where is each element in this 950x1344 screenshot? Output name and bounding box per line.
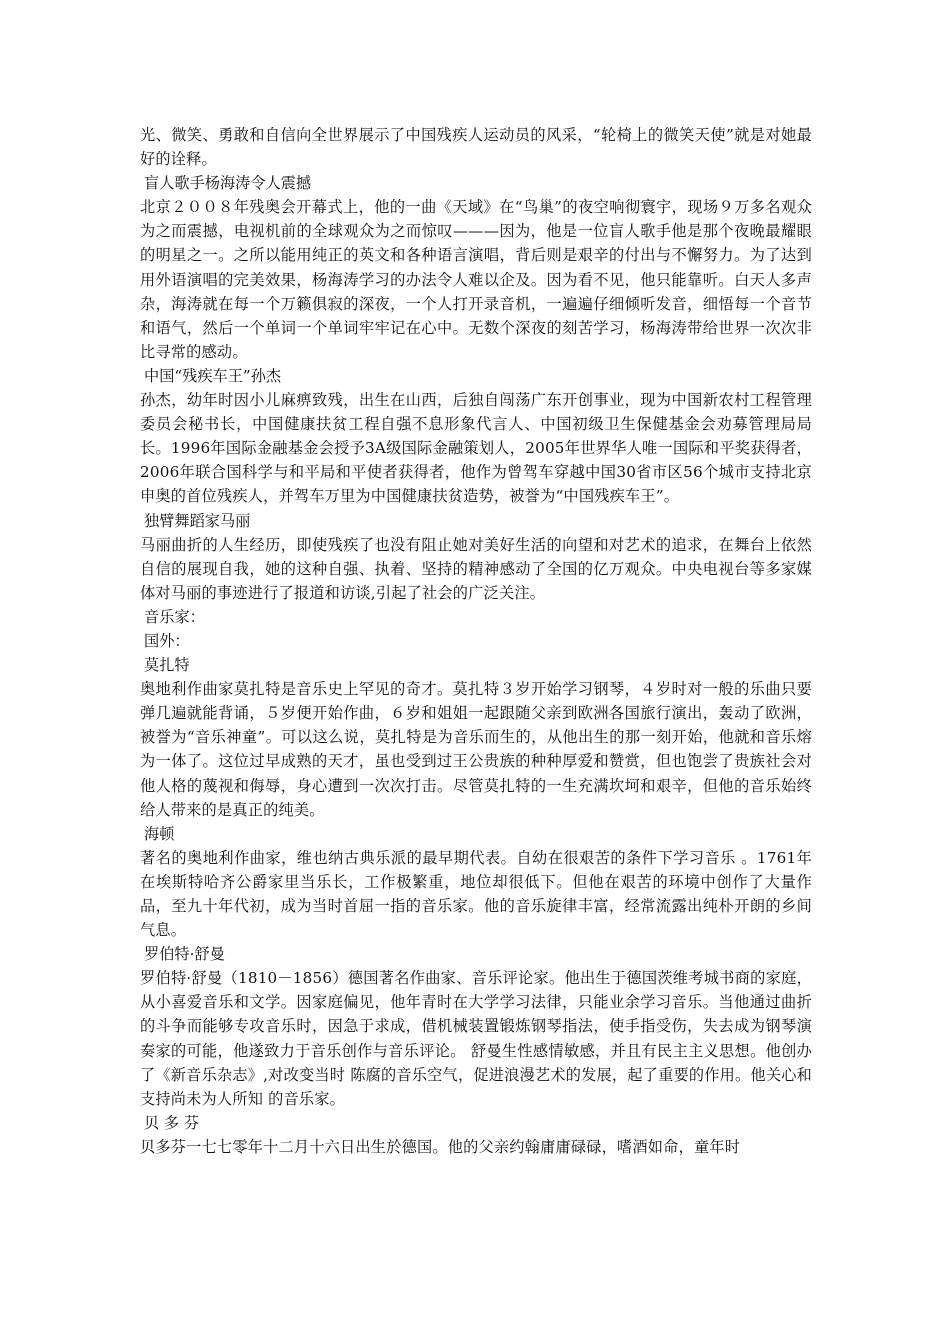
heading-yang-haitao: 盲人歌手杨海涛令人震撼	[144, 174, 312, 193]
heading-sun-jie: 中国“残疾车王”孙杰	[144, 366, 282, 385]
paragraph-beethoven: 贝多芬一七七零年十二月十六日出生於德国。他的父亲约翰庸庸碌碌，嗜酒如命，童年时	[140, 1137, 741, 1156]
paragraph-haydn: 著名的奥地利作曲家，维也纳古典乐派的最早期代表。自幼在很艰苦的条件下学习音乐 。1761年在埃斯特哈齐公爵家里当乐长，工作极繁重，地位却很低下。但他在艰苦的环境中创作了大量作品，至九十年代初，成为当时首屈一指的音乐家。他的音乐旋律丰富，经常流露出纯朴开朗的乡间气息。	[140, 848, 812, 940]
heading-beethoven: 贝 多 芬	[144, 1113, 200, 1132]
heading-foreign: 国外：	[144, 631, 190, 650]
heading-haydn: 海顿	[144, 824, 175, 843]
heading-ma-li: 独臂舞蹈家马丽	[144, 511, 251, 530]
paragraph-mozart: 奥地利作曲家莫扎特是音乐史上罕见的奇才。莫扎特３岁开始学习钢琴，４岁时对一般的乐曲只要弹几遍就能背诵，５岁便开始作曲，６岁和姐姐一起跟随父亲到欧洲各国旅行演出，轰动了欧洲，被誉为“音乐神童”。可以这么说，莫扎特是为音乐而生的，从他出生的那一刻开始，他就和音乐熔为一体了。这位过早成熟的天才，虽也受到过王公贵族的种种厚爱和赞赏，但也饱尝了贵族社会对他人格的蔑视和侮辱，身心遭到一次次打击。尽管莫扎特的一生充满坎坷和艰辛，但他的音乐始终给人带来的是真正的纯美。	[140, 680, 812, 819]
paragraph-yang-haitao: 北京２００８年残奥会开幕式上，他的一曲《天域》在“鸟巢”的夜空响彻寰宇，现场９万多名观众为之而震撼，电视机前的全球观众为之而惊叹———因为，他是一位盲人歌手他是那个夜晚最耀眼的明星之一。之所以能用纯正的英文和各种语言演唱，背后则是艰辛的付出与不懈努力。为了达到用外语演唱的完美效果，杨海涛学习的办法令人难以企及。因为看不见，他只能靠听。白天人多声杂，海涛就在每一个万籁俱寂的深夜，一个人打开录音机，一遍遍仔细倾听发音，细悟每一个音节和语气，然后一个单词一个单词牢牢记在心中。无数个深夜的刻苦学习，杨海涛带给世界一次次非比寻常的感动。	[140, 198, 812, 361]
paragraph-ma-li: 马丽曲折的人生经历，即使残疾了也没有阻止她对美好生活的向望和对艺术的追求，在舞台上依然自信的展现自我，她的这种自强、执着、坚持的精神感动了全国的亿万观众。中央电视台等多家媒体对马丽的事迹进行了报道和访谈,引起了社会的广泛关注。	[140, 535, 812, 602]
document-body	[140, 123, 812, 1159]
heading-musicians: 音乐家：	[144, 607, 205, 626]
paragraph-sun-jie: 孙杰，幼年时因小儿麻痹致残，出生在山西，后独自闯荡广东开创事业，现为中国新农村工程管理委员会秘书长，中国健康扶贫工程自强不息形象代言人、中国初级卫生保健基金会劝募管理局局长。1996年国际金融基金会授予3A级国际金融策划人，2005年世界华人唯一国际和平奖获得者，2006年联合国科学与和平局和平使者获得者，他作为曾驾车穿越中国30省市区56个城市支持北京申奥的首位残疾人，并驾车万里为中国健康扶贫造势，被誉为“中国残疾车王”。	[140, 391, 812, 506]
heading-schumann: 罗伯特·舒曼	[144, 945, 225, 964]
heading-mozart: 莫扎特	[144, 656, 190, 675]
paragraph-smile-angel: 光、微笑、勇敢和自信向全世界展示了中国残疾人运动员的风采，“轮椅上的微笑天使”就是对她最好的诠释。	[140, 126, 812, 169]
paragraph-schumann: 罗伯特·舒曼（1810－1856）德国著名作曲家、音乐评论家。他出生于德国茨维考城书商的家庭，从小喜爱音乐和文学。因家庭偏见，他年青时在大学学习法律，只能业余学习音乐。当他通过曲折的斗争而能够专攻音乐时，因急于求成，借机械装置锻炼钢琴指法，使手指受伤，失去成为钢琴演奏家的可能，他遂致力于音乐创作与音乐评论。 舒曼生性感情敏感，并且有民主主义思想。他创办了《新音乐杂志》,对改变当时 陈腐的音乐空气，促进浪漫艺术的发展，起了重要的作用。他关心和支持尚未为人所知 的音乐家。	[140, 969, 812, 1108]
